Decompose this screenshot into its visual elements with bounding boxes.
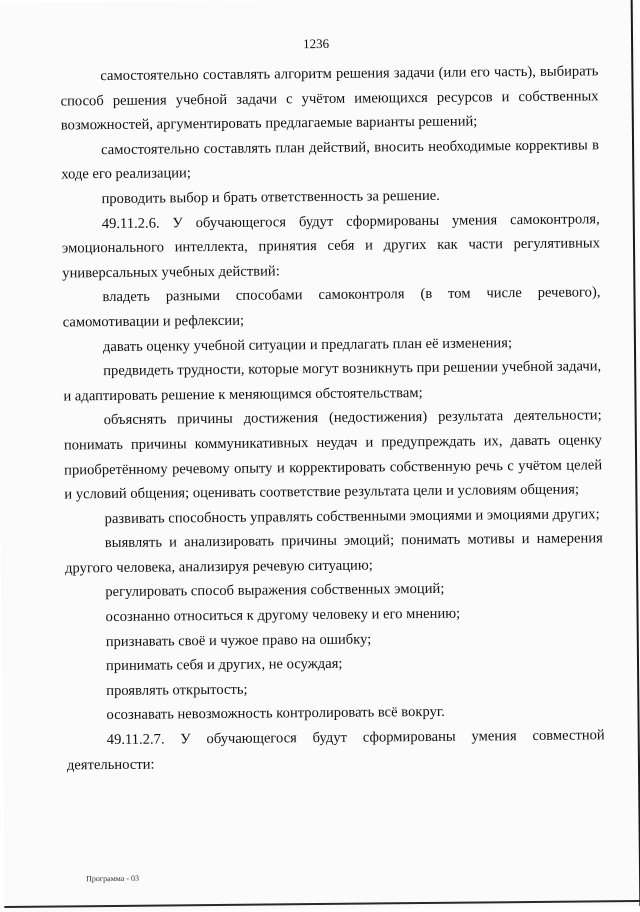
document-body <box>60 59 605 777</box>
paragraph: принимать себя и других, не осуждая; <box>105 656 343 675</box>
section-paragraph: 49.11.2.6. У обучающегося будут сформированы умения самоконтроля, эмоционального интеллекта, принятия себя и других как части регулятивных универсальных учебных действий: <box>61 210 601 282</box>
paragraph: объяснять причины достижения (недостижения) результата деятельности; понимать причины коммуникативных неудач и предупреждать их, давать оценку приобретённому речевому опыту и корректировать собственную речь с учётом целей и условий общения; оценивать соответствие результата цели и условиям общения; <box>63 407 603 503</box>
paragraph: выявлять и анализировать причины эмоций; понимать мотивы и намерения другого человека, анализируя речевую ситуацию; <box>65 530 603 577</box>
paragraph: регулировать способ выражения собственных эмоций; <box>105 581 445 601</box>
scan-edge-bottom <box>4 900 640 908</box>
paragraph: самостоятельно составлять план действий, вносить необходимые коррективы в ходе его реализации; <box>61 137 600 183</box>
scan-edge-right <box>631 0 640 906</box>
section-paragraph: 49.11.2.7. У обучающегося будут сформированы умения совместной деятельности: <box>66 727 605 774</box>
paragraph: проводить выбор и брать ответственность за решение. <box>101 187 440 208</box>
paragraph: проявлять открытость; <box>106 681 248 699</box>
paragraph: признавать своё и чужое право на ошибку; <box>105 631 372 650</box>
page-number: 1236 <box>302 35 330 52</box>
paragraph: развивать способность управлять собственными эмоциями и эмоциями других; <box>104 506 600 527</box>
paragraph: предвидеть трудности, которые могут возникнуть при решении учебной задачи, и адаптировать решение к меняющимся обстоятельствам; <box>63 358 602 405</box>
footer-label: Программа - 03 <box>86 873 140 884</box>
paragraph: осознавать невозможность контролировать всё вокруг. <box>106 704 445 724</box>
paragraph: владеть разными способами самоконтроля (в том числе речевого), самомотивации и рефлексии; <box>62 284 601 331</box>
paragraph: давать оценку учебной ситуации и предлагать план её изменения; <box>102 334 513 355</box>
paragraph: самостоятельно составлять алгоритм решения задачи (или его часть), выбирать способ решения учебной задачи с учётом имеющихся ресурсов и собственных возможностей, аргументировать предлагаемые варианты решений; <box>60 63 599 134</box>
paragraph: осознанно относиться к другому человеку и его мнению; <box>105 605 461 626</box>
